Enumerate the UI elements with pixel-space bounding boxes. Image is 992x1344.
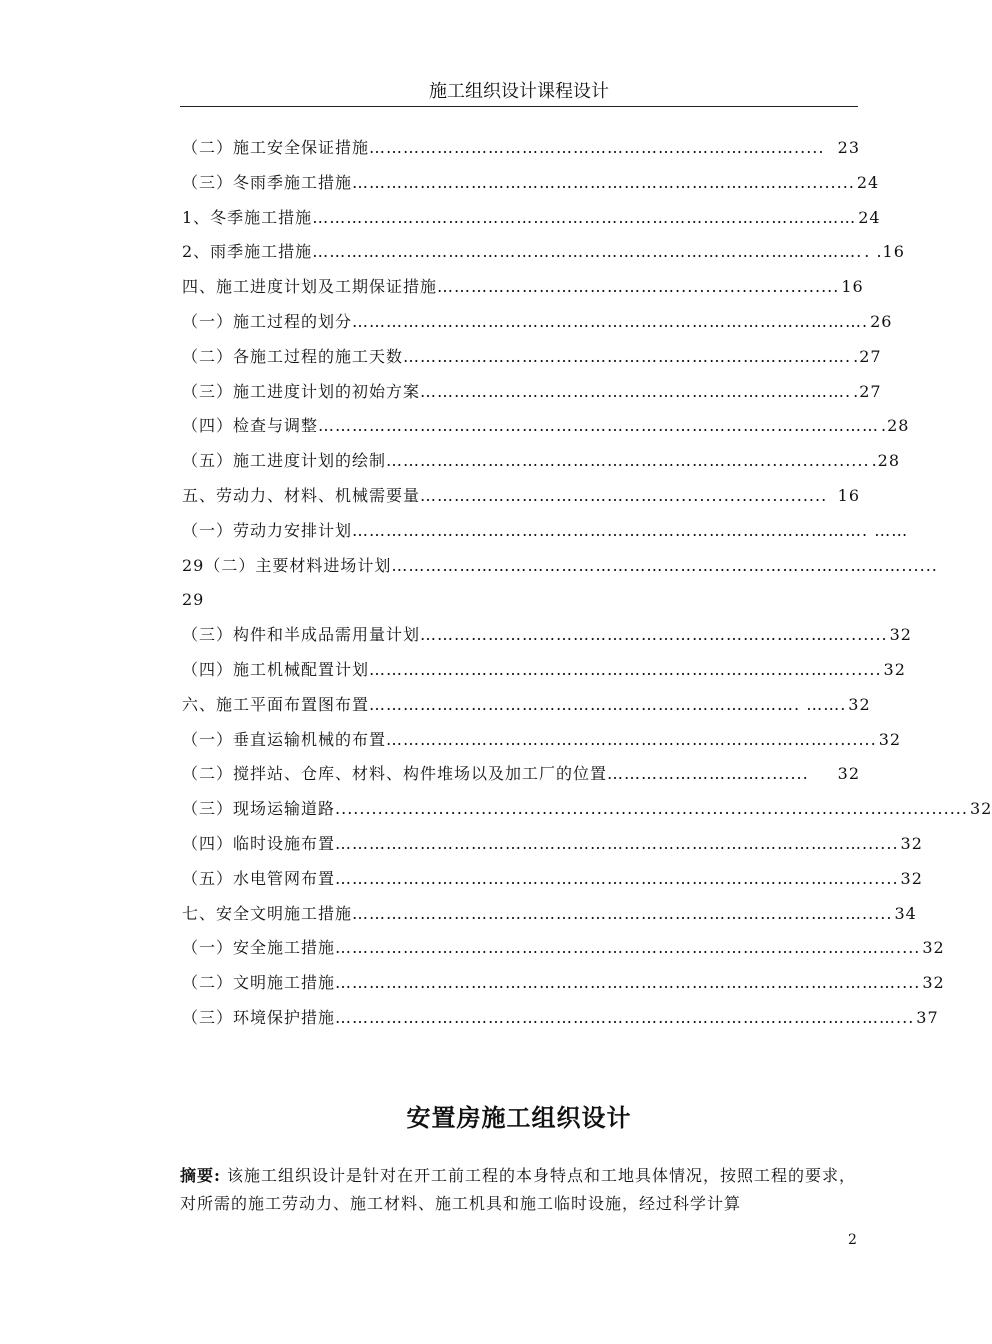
toc-entry-page: 32: [900, 868, 923, 888]
toc-entry-label: （二）各施工过程的施工天数: [182, 346, 404, 366]
toc-entry-label: （四）施工机械配置计划: [182, 659, 370, 679]
toc-entry-leader: [204, 585, 858, 620]
toc-entry-page: 32: [889, 625, 912, 645]
toc-entry-page: 34: [894, 903, 917, 923]
toc-entry[interactable]: [182, 446, 901, 481]
toc-entry-label: 2、雨季施工措施: [182, 242, 313, 262]
toc-entry-page: [908, 516, 910, 551]
toc-entry-label: （五）施工进度计划的绘制: [182, 451, 387, 471]
document-title: 安置房施工组织设计: [406, 1103, 632, 1132]
toc-entry-leader: ……………………………………………………………………………….....: [352, 903, 893, 923]
toc-entry[interactable]: [182, 759, 860, 794]
toc-entry-label: 五、劳动力、材料、机械需要量: [182, 485, 421, 505]
toc-entry-label: （三）施工进度计划的初始方案: [182, 381, 421, 401]
toc-entry-leader: ……………………………………………………………………..........: [352, 172, 855, 192]
page-header: [180, 78, 858, 107]
toc-entry-label: 六、施工平面布置图布置: [182, 694, 370, 714]
toc-entry-leader: ……………………………………………………………………………….: [352, 311, 869, 331]
toc-entry-label: 1、冬季施工措施: [182, 207, 313, 227]
toc-entry[interactable]: [182, 968, 945, 1003]
toc-entry-page: 23: [837, 138, 860, 157]
toc-entry-leader: ………………………………………………………………………………......: [391, 555, 938, 575]
toc-entry-label: 29（二）主要材料进场计划: [182, 555, 392, 575]
toc-entry-label: （二）施工安全保证措施: [182, 138, 370, 157]
toc-entry-page: 32: [922, 938, 945, 958]
abstract: [180, 1162, 858, 1218]
toc-entry[interactable]: [182, 307, 893, 342]
toc-entry[interactable]: [182, 1003, 939, 1038]
toc-entry-page: 37: [916, 1007, 939, 1027]
toc-entry-label: 七、安全文明施工措施: [182, 903, 353, 923]
toc-entry[interactable]: [182, 690, 871, 725]
toc-entry-page: .27: [853, 346, 882, 366]
toc-entry-page: 24: [858, 207, 881, 227]
toc-entry-page: 16: [841, 277, 864, 297]
toc-entry-leader: ………………………………………………………………………………. ……: [352, 520, 909, 540]
toc-entry-label: （三）环境保护措施: [182, 1007, 336, 1027]
toc-entry-page: 24: [856, 172, 880, 192]
toc-entry[interactable]: [182, 411, 910, 446]
toc-entry[interactable]: [182, 551, 938, 586]
toc-entry-label: （三）冬雨季施工措施: [182, 172, 353, 192]
toc-entry-leader: …………………………………………………………………. …….: [369, 694, 847, 714]
toc-entry[interactable]: [182, 655, 906, 690]
toc-entry[interactable]: [182, 933, 945, 968]
toc-entry[interactable]: [182, 620, 912, 655]
toc-entry[interactable]: [182, 864, 923, 899]
toc-entry[interactable]: [182, 829, 923, 864]
toc-entry-page: [938, 551, 940, 586]
toc-entry-leader: ………………………………………………………………………………………....: [335, 973, 921, 993]
toc-entry-leader: ……………………………………………………………………………………: [312, 207, 857, 227]
toc-entry[interactable]: [182, 794, 992, 829]
toc-entry[interactable]: [182, 342, 882, 377]
toc-entry-page: 32: [848, 694, 871, 714]
toc-entry-leader: ………………………………………………………………….....: [369, 138, 825, 157]
toc-entry-page: [858, 585, 860, 620]
toc-entry-leader: …………………………………………………………………………………......: [335, 833, 899, 853]
toc-entry-leader: ………………………………………………………………………………………....: [335, 938, 921, 958]
toc-entry-label: （五）水电管网布置: [182, 868, 336, 888]
abstract-key: 摘要:: [180, 1166, 221, 1185]
toc-entry[interactable]: [182, 899, 917, 934]
abstract-text: 该施工组织设计是针对在开工前工程的本身特点和工地具体情况，按照工程的要求，对所需的施工劳动力、施工材料、施工机具和施工临时设施，经过科学计算: [180, 1166, 857, 1213]
toc-entry-leader: …………………………………………………………………………......: [369, 659, 882, 679]
toc-entry-leader: …………………………………………………………………………………......: [335, 868, 899, 888]
toc-entry-leader: ........................................................................................................: [335, 799, 968, 819]
page-number: 2: [848, 1232, 857, 1248]
toc-entry-label: （二）搅拌站、仓库、材料、构件堆场以及加工厂的位置: [182, 764, 608, 784]
toc-entry-leader: ………………………………………………………………………………………: [318, 416, 880, 436]
toc-entry-page: .28: [881, 416, 910, 436]
toc-entry-page: . .16: [864, 242, 905, 262]
toc-entry-label: （三）现场运输道路: [182, 799, 336, 819]
toc-entry-leader: …………………………………………………………………….: [403, 346, 852, 366]
toc-entry-label: （四）检查与调整: [182, 416, 319, 436]
toc-entry-page: 32: [922, 973, 945, 993]
toc-entry[interactable]: [182, 168, 880, 203]
toc-entry-leader: ………………………........: [607, 764, 809, 784]
toc-entry-leader: ………………………………………………………………….: [420, 381, 852, 401]
toc-entry-page: .28: [871, 451, 901, 471]
toc-entry-leader: ……………………………………….........................: [420, 485, 828, 505]
toc-entry-label: （二）文明施工措施: [182, 973, 336, 993]
toc-entry-page: 32: [883, 659, 906, 679]
toc-entry-page: 32: [900, 833, 923, 853]
toc-entry-label: （一）垂直运输机械的布置: [182, 729, 387, 749]
toc-entry-label: （三）构件和半成品需用量计划: [182, 625, 421, 645]
toc-entry[interactable]: [182, 725, 902, 760]
toc-entry-label: （一）安全施工措施: [182, 938, 336, 958]
toc-entry[interactable]: [182, 481, 860, 516]
toc-entry[interactable]: [182, 516, 909, 551]
toc-entry-leader: ………………………………………………………………….......: [420, 625, 888, 645]
toc-entry-page: .27: [853, 381, 882, 401]
toc-entry-label: （四）临时设施布置: [182, 833, 336, 853]
toc-entry-label: （一）劳动力安排计划: [182, 520, 353, 540]
toc-entry-label: 29: [182, 590, 205, 610]
toc-entry[interactable]: [182, 272, 864, 307]
toc-entry-leader: …………………………………………………………..................: [386, 451, 870, 471]
toc-entry-page: 32: [837, 764, 860, 784]
header-title: 施工组织设计课程设计: [429, 81, 609, 102]
toc-entry-leader: ……………………………………………………………………........: [386, 729, 877, 749]
toc-entry[interactable]: [182, 203, 881, 238]
toc-entry[interactable]: [182, 377, 882, 412]
toc-entry-leader: …………………………………………………………………………………….: [312, 242, 863, 262]
toc-entry-leader: ……………………………………...........................: [437, 277, 840, 297]
toc-entry-page: 16: [837, 485, 860, 505]
toc-entry[interactable]: [182, 585, 860, 620]
toc-entry-page: 32: [969, 799, 992, 819]
toc-entry-leader: ………………………………………………………………………………………...: [335, 1007, 915, 1027]
table-of-contents: [182, 133, 992, 1038]
toc-entry-page: 26: [870, 311, 893, 331]
toc-entry[interactable]: [182, 237, 905, 272]
toc-entry-page: 32: [878, 729, 902, 749]
toc-entry-label: 四、施工进度计划及工期保证措施: [182, 277, 438, 297]
toc-entry-label: （一）施工过程的划分: [182, 311, 353, 331]
toc-entry[interactable]: [182, 133, 860, 168]
